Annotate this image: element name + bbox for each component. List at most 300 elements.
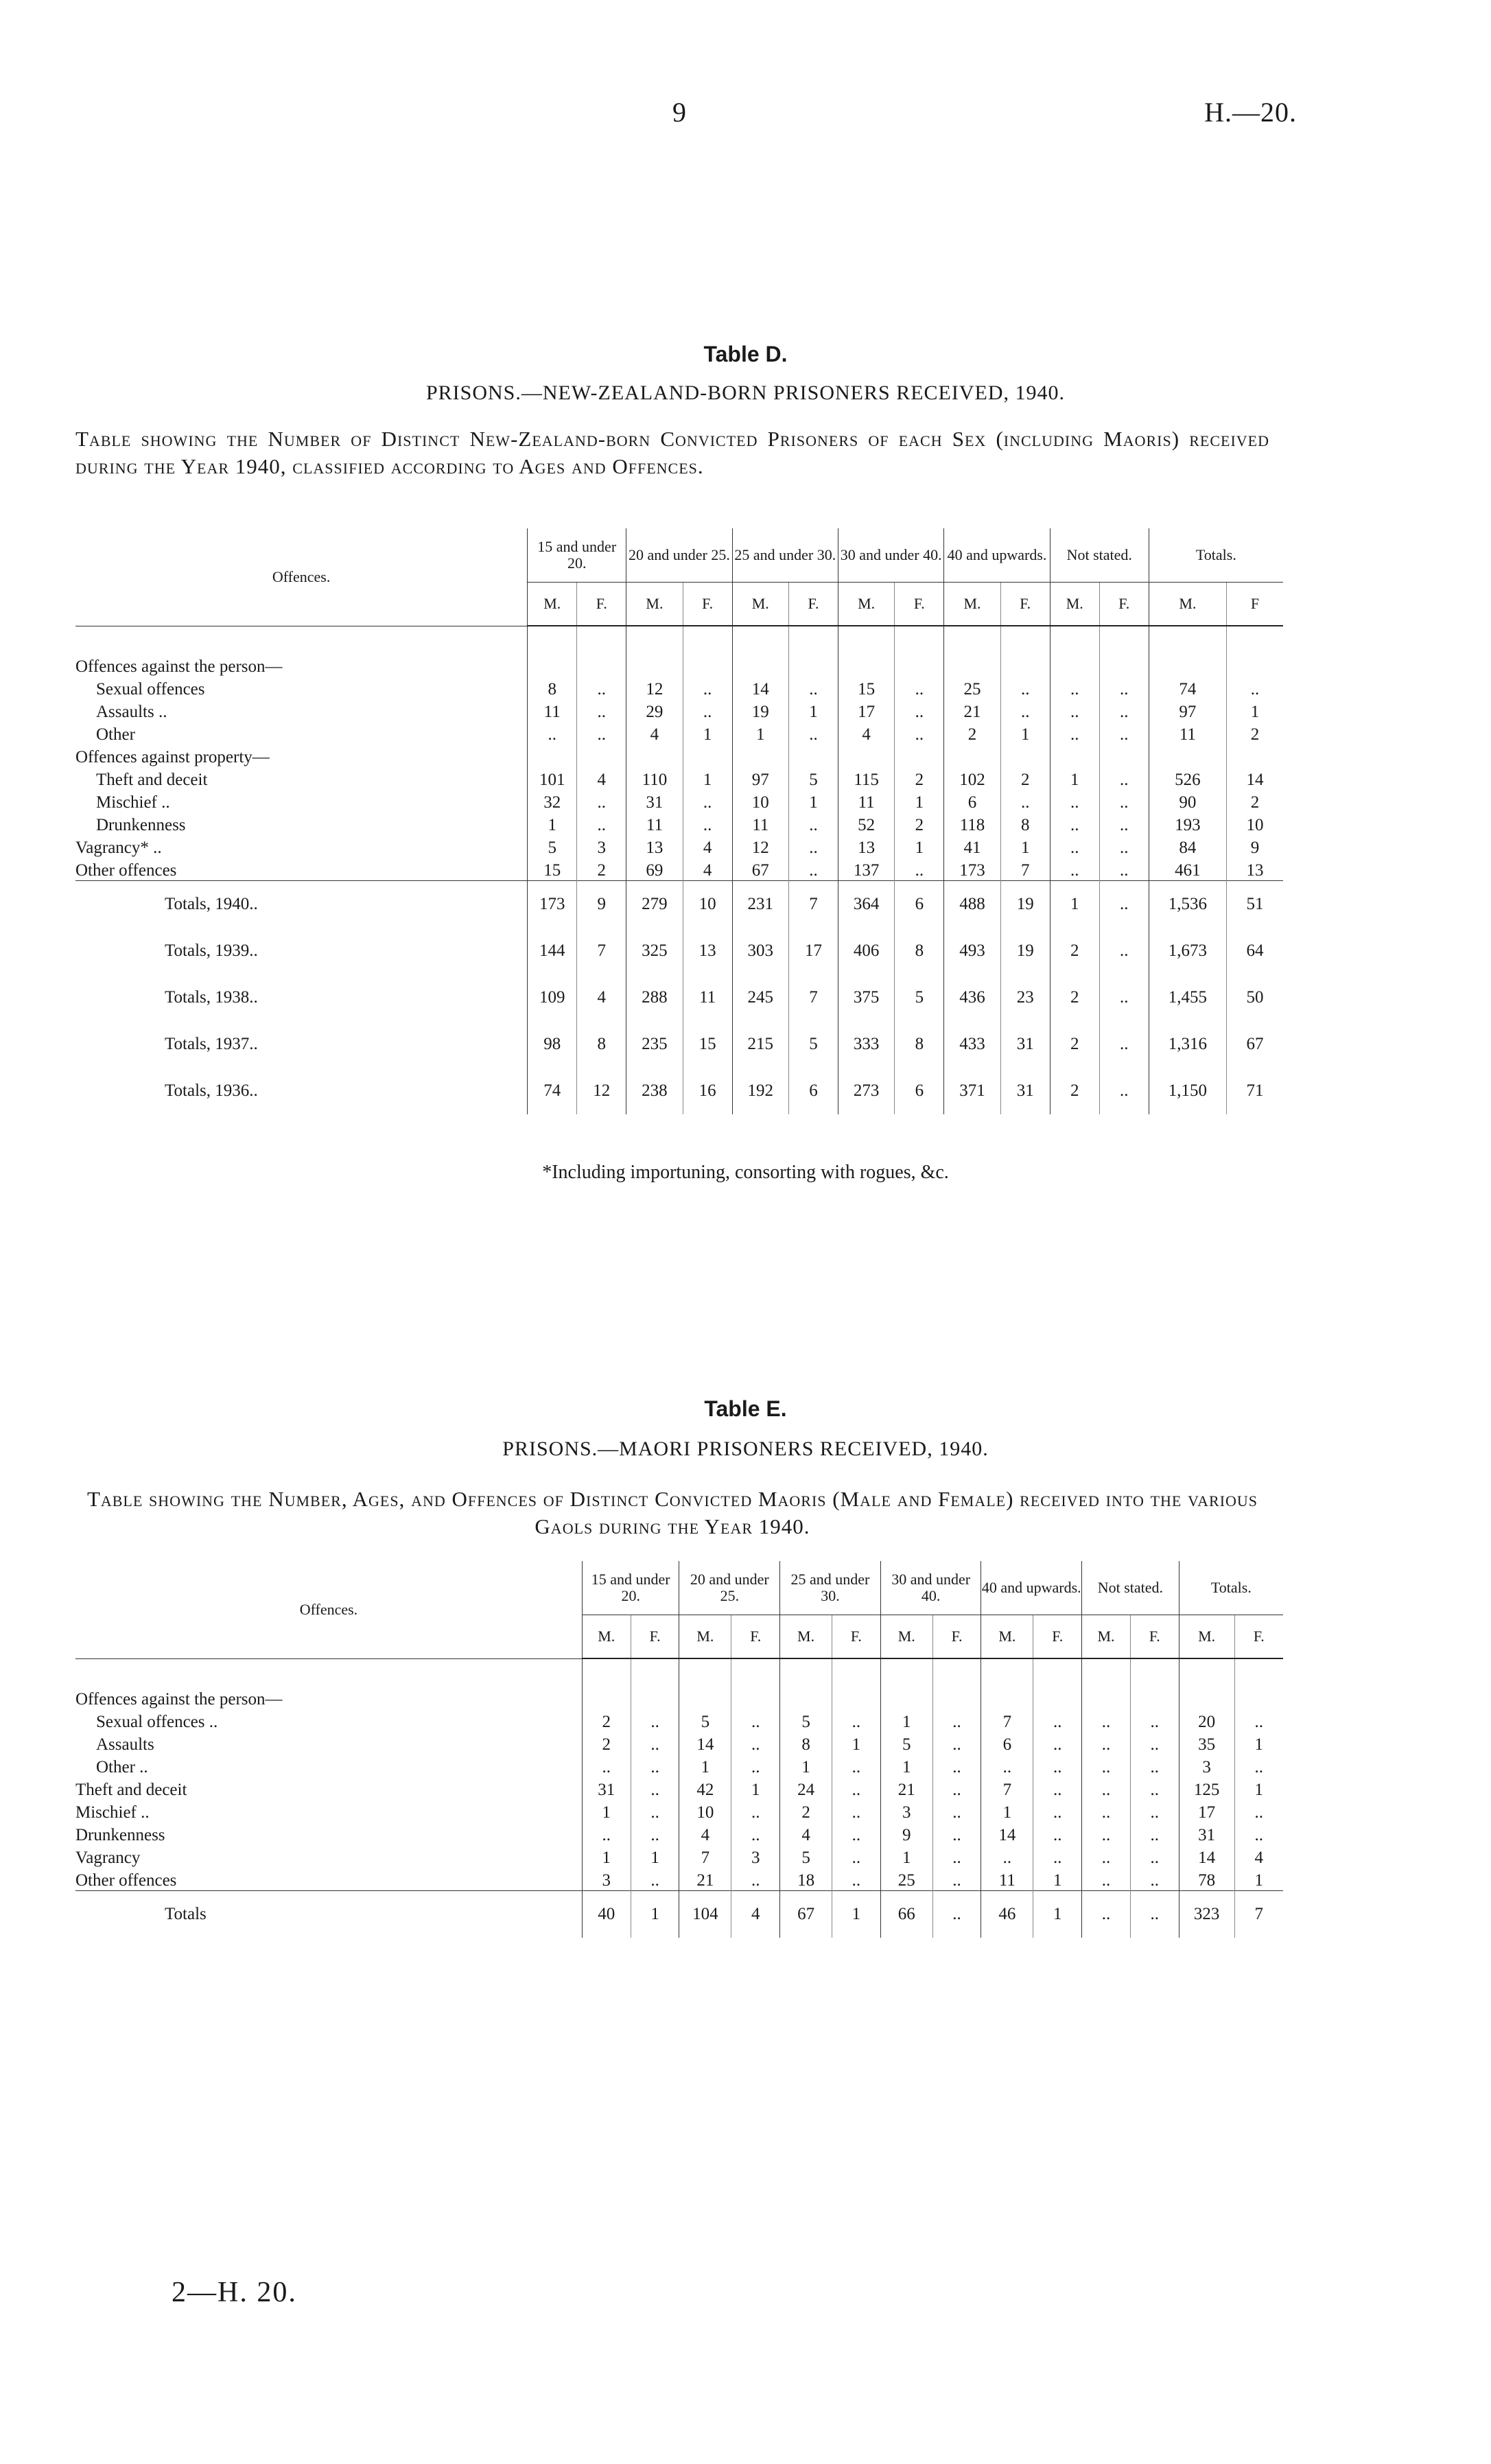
male-count-cell: 25 [944,677,1000,699]
male-count-cell [732,744,788,767]
male-count-cell: 21 [679,1868,731,1891]
female-count-cell: 5 [788,1021,838,1068]
male-count-cell: 1 [679,1755,731,1777]
female-count-cell [683,626,732,677]
male-count-cell: 1,316 [1149,1021,1226,1068]
male-count-cell: 109 [528,974,577,1021]
female-count-cell [895,626,944,677]
female-count-cell: 19 [1000,881,1050,928]
age-group-header: 15 and under 20. [582,1561,679,1615]
male-count-cell: 2 [1050,1068,1099,1114]
male-count-cell: 66 [880,1891,932,1938]
female-count-cell [1226,626,1283,677]
female-count-cell: .. [577,790,626,812]
male-count-cell: 1 [732,722,788,744]
male-count-cell: 90 [1149,790,1226,812]
table-row [75,1755,1283,1777]
male-count-cell: 29 [626,699,683,722]
row-label: Totals, 1938.. [165,988,258,1007]
female-count-cell: .. [1099,722,1149,744]
female-count-cell: 23 [1000,974,1050,1021]
male-count-cell: 12 [626,677,683,699]
male-count-cell: 19 [732,699,788,722]
male-header: M. [679,1615,731,1659]
row-label: Theft and deceit [96,771,208,789]
female-count-cell: 1 [1000,722,1050,744]
row-label: Vagrancy [75,1849,141,1867]
male-count-cell: 1 [528,812,577,835]
female-count-cell: 2 [1226,790,1283,812]
table-d-title: Table D. [703,342,788,366]
female-count-cell: .. [932,1891,981,1938]
female-count-cell: .. [895,677,944,699]
female-count-cell: .. [1226,677,1283,699]
male-count-cell: 15 [838,677,894,699]
male-count-cell: 406 [838,928,894,974]
male-count-cell: 325 [626,928,683,974]
female-count-cell: .. [683,699,732,722]
male-count-cell: 11 [626,812,683,835]
female-header: F. [788,583,838,626]
male-count-cell: .. [582,1822,631,1845]
male-count-cell: 35 [1179,1732,1234,1755]
female-count-cell: .. [731,1822,780,1845]
male-count-cell: 436 [944,974,1000,1021]
male-count-cell: 193 [1149,812,1226,835]
male-count-cell: 1,536 [1149,881,1226,928]
female-count-cell: .. [932,1755,981,1777]
female-count-cell: 16 [683,1068,732,1114]
female-count-cell: 3 [577,835,626,858]
age-group-header: 25 and under 30. [732,528,838,583]
female-count-cell: 10 [1226,812,1283,835]
female-count-cell [932,1658,981,1709]
row-label: Sexual offences [96,680,205,699]
female-count-cell: .. [731,1755,780,1777]
row-label: Other .. [96,1758,148,1776]
male-count-cell: .. [528,722,577,744]
male-count-cell [1149,744,1226,767]
female-count-cell: 67 [1226,1021,1283,1068]
male-count-cell: .. [1082,1822,1131,1845]
female-count-cell: .. [1130,1800,1179,1822]
age-group-header: 20 and under 25. [626,528,732,583]
male-count-cell: 4 [780,1822,832,1845]
male-count-cell [626,744,683,767]
female-count-cell: .. [731,1868,780,1891]
female-count-cell: .. [1130,1732,1179,1755]
male-count-cell: 5 [780,1845,832,1868]
female-header: F. [832,1615,881,1659]
female-count-cell [1099,626,1149,677]
male-count-cell: 215 [732,1021,788,1068]
row-label: Offences against the person— [75,1690,283,1709]
male-header: M. [944,583,1000,626]
female-count-cell: .. [932,1868,981,1891]
female-count-cell: 31 [1000,1068,1050,1114]
female-count-cell: .. [731,1800,780,1822]
row-label: Totals, 1939.. [165,941,258,960]
male-count-cell: 32 [528,790,577,812]
male-count-cell: .. [1082,1845,1131,1868]
female-count-cell: 2 [1000,767,1050,790]
row-label: Totals [75,1891,582,1938]
row-label: Assaults [96,1735,154,1754]
male-count-cell: 31 [582,1777,631,1800]
table-row [75,790,1283,812]
male-count-cell: 115 [838,767,894,790]
female-count-cell: .. [683,677,732,699]
totals-row [75,974,1283,1021]
male-count-cell: 5 [780,1709,832,1732]
age-group-header: 30 and under 40. [880,1561,981,1615]
female-count-cell: .. [577,699,626,722]
male-count-cell: 67 [780,1891,832,1938]
male-count-cell: 137 [838,858,894,881]
male-count-cell: 12 [732,835,788,858]
male-count-cell: 13 [626,835,683,858]
male-count-cell: 7 [981,1709,1033,1732]
female-count-cell: 1 [683,722,732,744]
male-count-cell: 97 [732,767,788,790]
male-count-cell: 288 [626,974,683,1021]
male-count-cell [528,626,577,677]
female-count-cell: .. [1033,1845,1082,1868]
female-count-cell: 1 [788,790,838,812]
male-count-cell: .. [1050,858,1099,881]
male-count-cell: 17 [838,699,894,722]
female-count-cell: 4 [731,1891,780,1938]
female-count-cell: .. [932,1732,981,1755]
female-count-cell: .. [832,1755,881,1777]
male-count-cell: 3 [880,1800,932,1822]
female-count-cell [788,744,838,767]
male-count-cell: 40 [582,1891,631,1938]
table-row [75,858,1283,881]
female-count-cell: .. [1099,812,1149,835]
female-count-cell: .. [832,1800,881,1822]
female-count-cell: .. [631,1800,679,1822]
page-number: 9 [672,97,686,128]
male-count-cell: 9 [880,1822,932,1845]
female-count-cell: 50 [1226,974,1283,1021]
row-label: Other offences [75,861,177,880]
female-count-cell [1000,626,1050,677]
age-group-header: 30 and under 40. [838,528,943,583]
female-count-cell: .. [1099,1021,1149,1068]
female-count-cell: .. [1000,677,1050,699]
offences-header: Offences. [75,1561,582,1658]
female-count-cell: .. [1130,1891,1179,1938]
female-count-cell: .. [1099,881,1149,928]
female-count-cell: .. [1033,1822,1082,1845]
male-count-cell: 13 [838,835,894,858]
male-count-cell: .. [1050,790,1099,812]
male-count-cell: 10 [732,790,788,812]
table-d-footnote: *Including importuning, consorting with rogues, &c. [542,1162,949,1183]
male-count-cell: 18 [780,1868,832,1891]
male-count-cell [838,626,894,677]
male-count-cell: 2 [1050,974,1099,1021]
female-header: F. [932,1615,981,1659]
table-row [75,1732,1283,1755]
male-count-cell: 11 [981,1868,1033,1891]
female-count-cell: .. [577,722,626,744]
female-count-cell: 13 [1226,858,1283,881]
female-count-cell: .. [1130,1709,1179,1732]
male-count-cell: 101 [528,767,577,790]
male-count-cell: 14 [1179,1845,1234,1868]
row-label: Drunkenness [96,816,186,834]
row-label: Assaults .. [96,703,167,721]
male-count-cell: .. [1050,677,1099,699]
female-count-cell: .. [1033,1777,1082,1800]
row-label: Other offences [75,1871,177,1890]
female-count-cell: .. [1130,1868,1179,1891]
table-row [75,1845,1283,1868]
female-count-cell: 4 [577,767,626,790]
female-count-cell: .. [1033,1800,1082,1822]
female-count-cell: .. [631,1868,679,1891]
female-count-cell: .. [932,1709,981,1732]
male-count-cell: 231 [732,881,788,928]
male-count-cell: 24 [780,1777,832,1800]
table-e-caption: Table showing the Number, Ages, and Offences of Distinct Convicted Maoris (Male and Female) received into the various Gaols during the Year 1940. [86,1487,1258,1538]
female-count-cell: .. [895,722,944,744]
female-count-cell: 8 [895,1021,944,1068]
female-count-cell: 6 [895,1068,944,1114]
male-count-cell: 1 [582,1845,631,1868]
female-count-cell: .. [577,677,626,699]
female-count-cell: .. [683,790,732,812]
female-count-cell: 15 [683,1021,732,1068]
male-count-cell [679,1658,731,1709]
male-count-cell: 245 [732,974,788,1021]
male-count-cell: 7 [981,1777,1033,1800]
male-count-cell [1082,1658,1131,1709]
row-label: Totals, 1940.. [75,881,528,928]
female-count-cell [1234,1658,1283,1709]
female-count-cell: 19 [1000,928,1050,974]
male-count-cell: 1,673 [1149,928,1226,974]
male-count-cell [944,744,1000,767]
male-count-cell: 144 [528,928,577,974]
male-count-cell: 8 [528,677,577,699]
table-row [75,812,1283,835]
male-count-cell: 25 [880,1868,932,1891]
male-count-cell: 2 [582,1709,631,1732]
female-header: F. [1033,1615,1082,1659]
male-count-cell: 118 [944,812,1000,835]
female-count-cell: .. [788,722,838,744]
male-count-cell: 371 [944,1068,1000,1114]
female-count-cell: 1 [832,1891,881,1938]
table-d-body [75,626,1283,1114]
female-count-cell: .. [1099,790,1149,812]
female-count-cell: 3 [731,1845,780,1868]
male-count-cell: 84 [1149,835,1226,858]
female-count-cell: 7 [1234,1891,1283,1938]
male-count-cell: 1 [780,1755,832,1777]
female-count-cell: 64 [1226,928,1283,974]
male-header: M. [1050,583,1099,626]
male-count-cell: 1 [880,1755,932,1777]
male-count-cell: 74 [528,1068,577,1114]
male-count-cell: 192 [732,1068,788,1114]
female-count-cell: 71 [1226,1068,1283,1114]
female-count-cell [1000,744,1050,767]
male-count-cell: 78 [1179,1868,1234,1891]
table-row [75,767,1283,790]
male-count-cell: 461 [1149,858,1226,881]
female-count-cell: .. [788,677,838,699]
male-count-cell: 273 [838,1068,894,1114]
table-e-subtitle: PRISONS.—MAORI PRISONERS RECEIVED, 1940. [502,1438,989,1460]
female-header: F. [577,583,626,626]
male-count-cell: 31 [626,790,683,812]
male-count-cell [1179,1658,1234,1709]
male-count-cell: 6 [981,1732,1033,1755]
male-header: M. [582,1615,631,1659]
male-count-cell: .. [981,1755,1033,1777]
male-count-cell: 41 [944,835,1000,858]
male-count-cell: .. [1082,1732,1131,1755]
female-count-cell [577,744,626,767]
male-count-cell: 493 [944,928,1000,974]
male-count-cell: 69 [626,858,683,881]
female-count-cell: 9 [577,881,626,928]
male-count-cell: 20 [1179,1709,1234,1732]
female-count-cell: 1 [1226,699,1283,722]
table-e-body [75,1658,1283,1938]
row-label: Offences against the person— [75,657,283,676]
male-header: M. [780,1615,832,1659]
totals-row [75,1891,1283,1938]
male-count-cell: 10 [679,1800,731,1822]
female-count-cell: 7 [577,928,626,974]
female-count-cell: 13 [683,928,732,974]
row-label: Mischief .. [75,1803,150,1822]
male-count-cell: 11 [838,790,894,812]
male-count-cell [838,744,894,767]
male-count-cell: 11 [528,699,577,722]
male-count-cell: 98 [528,1021,577,1068]
male-count-cell: 14 [679,1732,731,1755]
male-count-cell: 104 [679,1891,731,1938]
female-count-cell: .. [895,858,944,881]
male-count-cell: 279 [626,881,683,928]
document-signature: 2—H. 20. [172,2277,297,2308]
male-count-cell: 303 [732,928,788,974]
female-count-cell [631,1658,679,1709]
age-group-header: 25 and under 30. [780,1561,881,1615]
male-count-cell: 8 [780,1732,832,1755]
female-count-cell: .. [1033,1732,1082,1755]
female-count-cell: 1 [731,1777,780,1800]
female-count-cell: 4 [683,835,732,858]
female-count-cell: .. [932,1845,981,1868]
male-count-cell: 333 [838,1021,894,1068]
female-count-cell: .. [1000,699,1050,722]
male-header: M. [880,1615,932,1659]
male-count-cell: 102 [944,767,1000,790]
female-count-cell: 51 [1226,881,1283,928]
male-count-cell: .. [981,1845,1033,1868]
table-e-title: Table E. [704,1396,787,1421]
female-count-cell [895,744,944,767]
female-count-cell: .. [631,1755,679,1777]
offences-header: Offences. [75,528,528,626]
male-count-cell: 433 [944,1021,1000,1068]
table-d [75,528,1283,1114]
male-count-cell: 2 [582,1732,631,1755]
female-count-cell: 17 [788,928,838,974]
female-count-cell: 11 [683,974,732,1021]
male-count-cell: .. [1082,1755,1131,1777]
totals-row [75,1021,1283,1068]
female-count-cell [832,1658,881,1709]
male-count-cell: 14 [981,1822,1033,1845]
male-count-cell [780,1658,832,1709]
male-count-cell: .. [1082,1709,1131,1732]
female-count-cell: .. [832,1777,881,1800]
totals-row [75,1068,1283,1114]
female-count-cell: .. [631,1709,679,1732]
male-count-cell: 46 [981,1891,1033,1938]
female-count-cell: .. [1130,1777,1179,1800]
female-count-cell: .. [1000,790,1050,812]
male-count-cell: 67 [732,858,788,881]
female-count-cell: .. [1099,974,1149,1021]
female-count-cell: 2 [895,767,944,790]
male-count-cell: 1 [880,1709,932,1732]
female-count-cell: .. [631,1732,679,1755]
male-count-cell: 238 [626,1068,683,1114]
female-count-cell: .. [1130,1822,1179,1845]
female-count-cell: .. [1234,1709,1283,1732]
female-count-cell: 1 [895,835,944,858]
male-count-cell [528,744,577,767]
female-header: F. [631,1615,679,1659]
female-header: F [1226,583,1283,626]
age-group-header: 40 and upwards. [981,1561,1082,1615]
female-count-cell: 1 [631,1845,679,1868]
female-count-cell: .. [832,1822,881,1845]
female-count-cell: 2 [895,812,944,835]
male-count-cell [732,626,788,677]
female-count-cell [577,626,626,677]
male-count-cell [1050,744,1099,767]
male-count-cell: 7 [679,1845,731,1868]
female-count-cell: 5 [788,767,838,790]
male-count-cell: 2 [1050,928,1099,974]
female-count-cell: .. [1033,1755,1082,1777]
female-count-cell [683,744,732,767]
table-row [75,626,1283,677]
female-count-cell: 4 [683,858,732,881]
male-count-cell: 4 [626,722,683,744]
male-count-cell: .. [1050,699,1099,722]
male-count-cell: 31 [1179,1822,1234,1845]
male-count-cell: 173 [528,881,577,928]
female-count-cell: 1 [832,1732,881,1755]
female-count-cell: 2 [577,858,626,881]
female-count-cell: .. [832,1845,881,1868]
female-count-cell: .. [1234,1755,1283,1777]
male-count-cell: 323 [1179,1891,1234,1938]
female-count-cell: .. [1099,928,1149,974]
female-count-cell: .. [631,1777,679,1800]
